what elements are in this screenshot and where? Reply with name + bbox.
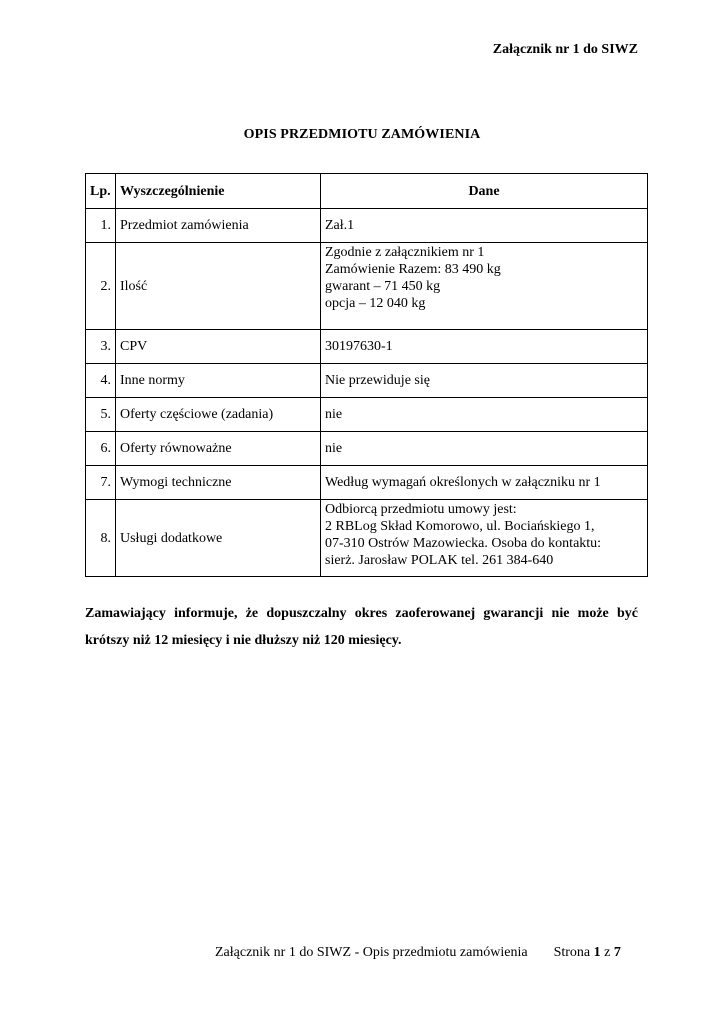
row-lp: 4.	[86, 364, 116, 398]
warranty-note: Zamawiający informuje, że dopuszczalny okres zaoferowanej gwarancji nie może być krótszy niż 12 miesięcy i nie dłuższy niż 120 miesięcy.	[85, 606, 638, 648]
footer-text: Załącznik nr 1 do SIWZ - Opis przedmiotu zamówienia	[215, 945, 528, 960]
value-line: 30197630-1	[325, 339, 393, 354]
table-row	[86, 398, 648, 432]
row-name: Usługi dodatkowe	[116, 500, 321, 577]
row-lp: 2.	[86, 243, 116, 330]
row-lp: 5.	[86, 398, 116, 432]
row-name: Wymogi techniczne	[116, 466, 321, 500]
value-line: 2 RBLog Skład Komorowo, ul. Bociańskiego 1,	[325, 519, 595, 534]
row-value	[321, 364, 648, 398]
row-value	[321, 500, 648, 577]
value-line: 07-310 Ostrów Mazowiecka. Osoba do kontaktu:	[325, 536, 602, 551]
row-name: Inne normy	[116, 364, 321, 398]
table-row	[86, 209, 648, 243]
header-name: Wyszczególnienie	[116, 174, 321, 209]
value-line: Zamówienie Razem: 83 490 kg	[325, 262, 501, 277]
row-value	[321, 209, 648, 243]
row-name: Oferty częściowe (zadania)	[116, 398, 321, 432]
table-row	[86, 243, 648, 330]
table-row	[86, 364, 648, 398]
table-row	[86, 466, 648, 500]
value-line: Odbiorcą przedmiotu umowy jest:	[325, 502, 517, 517]
row-name: Przedmiot zamówienia	[116, 209, 321, 243]
table-row	[86, 330, 648, 364]
row-lp: 3.	[86, 330, 116, 364]
row-value	[321, 466, 648, 500]
row-value	[321, 398, 648, 432]
row-lp: 6.	[86, 432, 116, 466]
value-line: nie	[325, 441, 343, 456]
row-name: CPV	[116, 330, 321, 364]
header-value: Dane	[321, 174, 648, 209]
page-separator: z	[604, 945, 611, 960]
row-lp: 1.	[86, 209, 116, 243]
page-footer	[215, 945, 621, 961]
value-line: Zał.1	[325, 218, 355, 233]
header-lp: Lp.	[86, 174, 116, 209]
row-lp: 8.	[86, 500, 116, 577]
page-total: 7	[613, 945, 621, 960]
value-line: opcja – 12 040 kg	[325, 296, 426, 311]
table-row	[86, 432, 648, 466]
page-current: 1	[593, 945, 601, 960]
row-value	[321, 243, 648, 330]
table-row	[86, 500, 648, 577]
value-line: Według wymagań określonych w załączniku nr 1	[325, 475, 601, 490]
row-name: Oferty równoważne	[116, 432, 321, 466]
value-line: sierż. Jarosław POLAK tel. 261 384-640	[325, 553, 554, 568]
specification-table	[85, 173, 648, 577]
attachment-header: Załącznik nr 1 do SIWZ	[492, 42, 638, 57]
page-label: Strona	[553, 945, 591, 960]
value-line: Zgodnie z załącznikiem nr 1	[325, 245, 485, 260]
row-lp: 7.	[86, 466, 116, 500]
row-value	[321, 330, 648, 364]
row-name: Ilość	[116, 243, 321, 330]
value-line: nie	[325, 407, 343, 422]
row-value	[321, 432, 648, 466]
document-title: OPIS PRZEDMIOTU ZAMÓWIENIA	[243, 127, 481, 142]
value-line: Nie przewiduje się	[325, 373, 430, 388]
table-header-row	[86, 174, 648, 209]
value-line: gwarant – 71 450 kg	[325, 279, 441, 294]
